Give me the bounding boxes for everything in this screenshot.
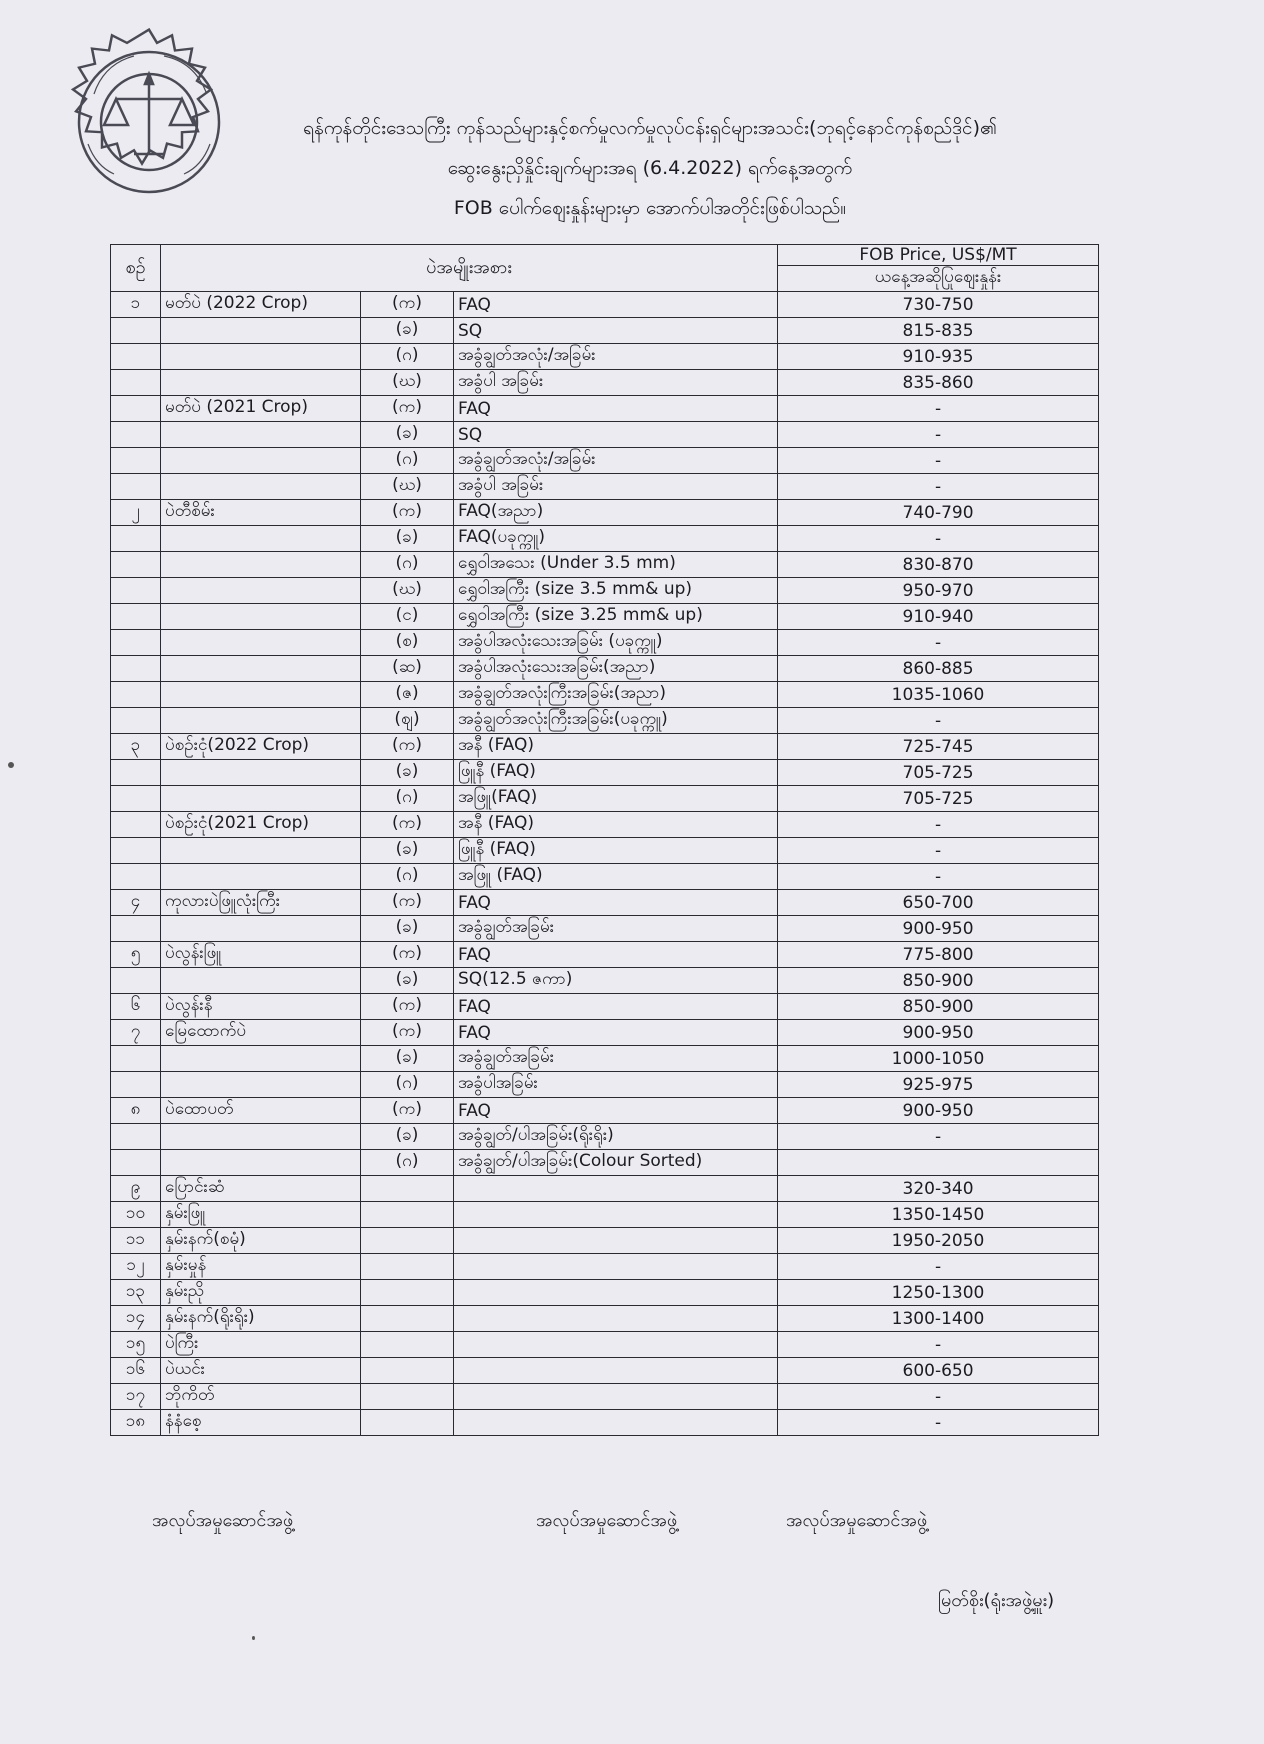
grade-name: ရွှေဝါအကြီး (size 3.25 mm& up)	[454, 604, 778, 630]
fob-price-value: -	[778, 630, 1099, 656]
fob-price-value: -	[778, 1332, 1099, 1358]
row-number	[111, 1046, 161, 1072]
table-row	[111, 318, 1099, 344]
row-number	[111, 968, 161, 994]
grade-name: ရွှေဝါအကြီး (size 3.5 mm& up)	[454, 578, 778, 604]
table-row	[111, 292, 1099, 318]
grade-code	[361, 1410, 454, 1436]
grade-name: FAQ	[454, 994, 778, 1020]
fob-price-value: 1000-1050	[778, 1046, 1099, 1072]
fob-price-value: -	[778, 526, 1099, 552]
commodity-name: ပဲတီစိမ်း	[161, 500, 361, 526]
grade-name	[454, 1332, 778, 1358]
fob-price-value: 900-950	[778, 1098, 1099, 1124]
commodity-name	[161, 656, 361, 682]
row-number: ၅	[111, 942, 161, 968]
signature-executive-1: အလုပ်အမှုဆောင်အဖွဲ့	[152, 1510, 294, 1531]
row-number	[111, 708, 161, 734]
commodity-name	[161, 1072, 361, 1098]
fob-price-value: -	[778, 708, 1099, 734]
table-row	[111, 474, 1099, 500]
grade-name: ဖြူနီ (FAQ)	[454, 838, 778, 864]
grade-name	[454, 1410, 778, 1436]
table-row	[111, 864, 1099, 890]
grade-code: (င)	[361, 604, 454, 630]
fob-price-value: -	[778, 1384, 1099, 1410]
table-row	[111, 1410, 1099, 1436]
header-line-fob: FOB ပေါက်ဈေးနှုန်းများမှာ အောက်ပါအတိုင်းဖြစ်ပါသည်။	[453, 197, 847, 219]
table-row	[111, 1020, 1099, 1046]
commodity-name: ပဲယင်း	[161, 1358, 361, 1384]
table-row	[111, 1384, 1099, 1410]
commodity-name	[161, 344, 361, 370]
fob-price-value: 900-950	[778, 916, 1099, 942]
grade-name: ဖြူနီ (FAQ)	[454, 760, 778, 786]
grade-code: (ဂ)	[361, 1150, 454, 1176]
fob-price-value: 740-790	[778, 500, 1099, 526]
row-number: ၁၅	[111, 1332, 161, 1358]
table-row	[111, 526, 1099, 552]
grade-name: အနီ (FAQ)	[454, 812, 778, 838]
fob-price-value: 1950-2050	[778, 1228, 1099, 1254]
table-row	[111, 942, 1099, 968]
commodity-name: ဘိုကိတ်	[161, 1384, 361, 1410]
table-row	[111, 656, 1099, 682]
row-number: ၁၆	[111, 1358, 161, 1384]
fob-price-value: -	[778, 812, 1099, 838]
table-row	[111, 1306, 1099, 1332]
commodity-name	[161, 370, 361, 396]
grade-name: အနီ (FAQ)	[454, 734, 778, 760]
grade-code: (ခ)	[361, 526, 454, 552]
commodity-name	[161, 604, 361, 630]
grade-code: (ဂ)	[361, 786, 454, 812]
fob-price-value: 910-940	[778, 604, 1099, 630]
table-row	[111, 968, 1099, 994]
grade-code: (ခ)	[361, 968, 454, 994]
row-number: ၆	[111, 994, 161, 1020]
row-number	[111, 916, 161, 942]
row-number	[111, 604, 161, 630]
commodity-name	[161, 838, 361, 864]
commodity-name: ပဲစဉ်းငုံ(2022 Crop)	[161, 734, 361, 760]
grade-code: (ခ)	[361, 838, 454, 864]
grade-code: (ခ)	[361, 916, 454, 942]
row-number: ၄	[111, 890, 161, 916]
table-row	[111, 1150, 1099, 1176]
fob-price-value: 600-650	[778, 1358, 1099, 1384]
fob-price-value: 830-870	[778, 552, 1099, 578]
header-line-date: ဆွေးနွေးညှိနှိုင်းချက်များအရ (6.4.2022) ရက်နေ့အတွက်	[447, 157, 853, 179]
fob-price-value: 650-700	[778, 890, 1099, 916]
fob-price-value: -	[778, 474, 1099, 500]
table-row	[111, 682, 1099, 708]
grade-code	[361, 1254, 454, 1280]
fob-price-value: 950-970	[778, 578, 1099, 604]
signature-executive-3: အလုပ်အမှုဆောင်အဖွဲ့	[786, 1510, 928, 1531]
commodity-name	[161, 422, 361, 448]
fob-price-value: 900-950	[778, 1020, 1099, 1046]
commodity-name	[161, 318, 361, 344]
grade-name: အခွံပါ အခြမ်း	[454, 370, 778, 396]
grade-name: အခွံပါအလုံးသေးအခြမ်း(အညာ)	[454, 656, 778, 682]
fob-price-value: 1035-1060	[778, 682, 1099, 708]
grade-name: အခွံချွတ်အခြမ်း	[454, 916, 778, 942]
commodity-name	[161, 916, 361, 942]
grade-code: (ခ)	[361, 318, 454, 344]
row-number: ၁၄	[111, 1306, 161, 1332]
fob-price-value: 1250-1300	[778, 1280, 1099, 1306]
grade-name	[454, 1358, 778, 1384]
grade-name: အဖြူ(FAQ)	[454, 786, 778, 812]
commodity-name: နှမ်းနက်(ရိုးရိုး)	[161, 1306, 361, 1332]
commodity-name: ပဲလွန်းနီ	[161, 994, 361, 1020]
grade-code	[361, 1280, 454, 1306]
grade-code: (ဃ)	[361, 370, 454, 396]
grade-name	[454, 1228, 778, 1254]
row-number: ၈	[111, 1098, 161, 1124]
row-number	[111, 318, 161, 344]
fob-price-value: 815-835	[778, 318, 1099, 344]
row-number	[111, 552, 161, 578]
fob-price-value: 705-725	[778, 786, 1099, 812]
grade-code: (ဂ)	[361, 552, 454, 578]
commodity-name: မြေထောက်ပဲ	[161, 1020, 361, 1046]
table-row	[111, 552, 1099, 578]
row-number	[111, 396, 161, 422]
commodity-name	[161, 448, 361, 474]
row-number	[111, 1124, 161, 1150]
commodity-name: နှမ်းမှုန်	[161, 1254, 361, 1280]
grade-code: (က)	[361, 994, 454, 1020]
grade-code: (ခ)	[361, 422, 454, 448]
fob-price-value: 1350-1450	[778, 1202, 1099, 1228]
grade-name: FAQ(ပခုက္ကူ)	[454, 526, 778, 552]
commodity-name	[161, 708, 361, 734]
grade-code: (က)	[361, 396, 454, 422]
fob-price-value: 775-800	[778, 942, 1099, 968]
price-rows	[111, 292, 1099, 1436]
commodity-name: မတ်ပဲ (2022 Crop)	[161, 292, 361, 318]
table-row	[111, 1254, 1099, 1280]
fob-price-value: 1300-1400	[778, 1306, 1099, 1332]
table-row	[111, 812, 1099, 838]
row-number	[111, 682, 161, 708]
fob-price-value	[778, 1150, 1099, 1176]
table-row	[111, 1358, 1099, 1384]
table-row	[111, 630, 1099, 656]
scan-speck	[252, 1636, 255, 1640]
grade-name: အဖြူ (FAQ)	[454, 864, 778, 890]
table-row	[111, 760, 1099, 786]
row-number	[111, 370, 161, 396]
table-row	[111, 994, 1099, 1020]
row-number: ၁၂	[111, 1254, 161, 1280]
fob-price-value: 925-975	[778, 1072, 1099, 1098]
commodity-name	[161, 968, 361, 994]
fob-price-value: 320-340	[778, 1176, 1099, 1202]
grade-name	[454, 1202, 778, 1228]
grade-code: (ခ)	[361, 1046, 454, 1072]
signature-office-head: မြတ်စိုး(ရုံးအဖွဲ့မှူး)	[938, 1590, 1055, 1611]
row-number	[111, 344, 161, 370]
grade-code: (ခ)	[361, 760, 454, 786]
table-row	[111, 734, 1099, 760]
grade-code: (ဃ)	[361, 578, 454, 604]
table-row	[111, 396, 1099, 422]
grade-code: (က)	[361, 500, 454, 526]
grade-name: FAQ	[454, 396, 778, 422]
commodity-name	[161, 1124, 361, 1150]
grade-code: (က)	[361, 942, 454, 968]
table-row	[111, 1332, 1099, 1358]
fob-price-value: 850-900	[778, 968, 1099, 994]
grade-code: (ဈ)	[361, 708, 454, 734]
column-header-proposed-price: ယနေ့အဆိုပြုဈေးနှုန်း	[778, 266, 1099, 292]
grade-code	[361, 1332, 454, 1358]
commodity-name: နှမ်းညို	[161, 1280, 361, 1306]
fob-price-value: 725-745	[778, 734, 1099, 760]
grade-code: (က)	[361, 812, 454, 838]
grade-name	[454, 1280, 778, 1306]
grade-name: FAQ	[454, 942, 778, 968]
fob-price-value: -	[778, 396, 1099, 422]
column-header-fob-price: FOB Price, US$/MT	[778, 245, 1099, 266]
table-row	[111, 578, 1099, 604]
table-row	[111, 344, 1099, 370]
table-row	[111, 916, 1099, 942]
commodity-name	[161, 630, 361, 656]
commodity-name	[161, 682, 361, 708]
commodity-name	[161, 864, 361, 890]
fob-price-value: -	[778, 448, 1099, 474]
grade-name	[454, 1306, 778, 1332]
table-row	[111, 500, 1099, 526]
grade-code	[361, 1358, 454, 1384]
row-number	[111, 760, 161, 786]
row-number	[111, 838, 161, 864]
grade-code: (က)	[361, 890, 454, 916]
grade-name: FAQ	[454, 292, 778, 318]
fob-price-value: 705-725	[778, 760, 1099, 786]
row-number	[111, 786, 161, 812]
grade-code	[361, 1384, 454, 1410]
row-number	[111, 1150, 161, 1176]
grade-name: FAQ(အညာ)	[454, 500, 778, 526]
commodity-name	[161, 786, 361, 812]
grade-name: အခွံချွတ်အလုံးကြီးအခြမ်း(ပခုက္ကူ)	[454, 708, 778, 734]
grade-name: ရွှေဝါအသေး (Under 3.5 mm)	[454, 552, 778, 578]
grade-code: (က)	[361, 734, 454, 760]
commodity-name: နှမ်းဖြူ	[161, 1202, 361, 1228]
commodity-name: ပဲကြီး	[161, 1332, 361, 1358]
commodity-name	[161, 578, 361, 604]
commodity-name: ပြောင်းဆံ	[161, 1176, 361, 1202]
grade-code: (ဂ)	[361, 1072, 454, 1098]
table-row	[111, 1176, 1099, 1202]
commodity-name	[161, 474, 361, 500]
fob-price-value: -	[778, 1410, 1099, 1436]
table-row	[111, 1098, 1099, 1124]
commodity-name	[161, 526, 361, 552]
grade-name: FAQ	[454, 890, 778, 916]
grade-name: SQ(12.5 ဇကာ)	[454, 968, 778, 994]
table-row	[111, 708, 1099, 734]
row-number	[111, 448, 161, 474]
grade-name: အခွံချွတ်/ပါအခြမ်း(Colour Sorted)	[454, 1150, 778, 1176]
commodity-name	[161, 760, 361, 786]
grade-name	[454, 1254, 778, 1280]
commodity-name: မတ်ပဲ (2021 Crop)	[161, 396, 361, 422]
grade-code: (စ)	[361, 630, 454, 656]
grade-code: (ဇ)	[361, 682, 454, 708]
signature-executive-2: အလုပ်အမှုဆောင်အဖွဲ့	[536, 1510, 678, 1531]
table-row	[111, 1202, 1099, 1228]
grade-name: အခွံပါအခြမ်း	[454, 1072, 778, 1098]
row-number	[111, 578, 161, 604]
table-row	[111, 890, 1099, 916]
fob-price-value: -	[778, 864, 1099, 890]
row-number: ၃	[111, 734, 161, 760]
row-number: ၁၃	[111, 1280, 161, 1306]
fob-price-value: -	[778, 1254, 1099, 1280]
scan-speck	[8, 762, 14, 768]
table-row	[111, 448, 1099, 474]
header-line-association: ရန်ကုန်တိုင်းဒေသကြီး ကုန်သည်များနှင့်စက်မှုလက်မှုလုပ်ငန်းရှင်များအသင်း(ဘုရင့်နောင်ကုန်စည်ဒိုင်)၏	[303, 117, 997, 139]
row-number: ၁၈	[111, 1410, 161, 1436]
row-number: ၁၁	[111, 1228, 161, 1254]
grade-code	[361, 1202, 454, 1228]
table-row	[111, 786, 1099, 812]
grade-code	[361, 1228, 454, 1254]
table-row	[111, 422, 1099, 448]
grade-code: (က)	[361, 1098, 454, 1124]
grade-code: (ခ)	[361, 1124, 454, 1150]
commodity-name: ပဲစဉ်းငုံ(2021 Crop)	[161, 812, 361, 838]
commodity-name	[161, 1046, 361, 1072]
grade-name: SQ	[454, 318, 778, 344]
grade-name: အခွံပါအလုံးသေးအခြမ်း (ပခုက္ကူ)	[454, 630, 778, 656]
grade-name: အခွံချွတ်အလုံး/အခြမ်း	[454, 344, 778, 370]
grade-code: (က)	[361, 292, 454, 318]
row-number: ၂	[111, 500, 161, 526]
row-number	[111, 474, 161, 500]
column-header-no: စဉ်	[111, 245, 161, 292]
fob-price-value: 850-900	[778, 994, 1099, 1020]
grade-code: (ဃ)	[361, 474, 454, 500]
commodity-name: နှမ်းနက်(စမုံ)	[161, 1228, 361, 1254]
fob-price-value: -	[778, 838, 1099, 864]
fob-price-value: 835-860	[778, 370, 1099, 396]
row-number: ၁၇	[111, 1384, 161, 1410]
fob-price-value: -	[778, 422, 1099, 448]
row-number	[111, 630, 161, 656]
row-number: ၉	[111, 1176, 161, 1202]
table-row	[111, 370, 1099, 396]
table-row	[111, 838, 1099, 864]
table-row	[111, 1228, 1099, 1254]
grade-code: (ဂ)	[361, 344, 454, 370]
fob-price-value: 730-750	[778, 292, 1099, 318]
fob-price-value: 910-935	[778, 344, 1099, 370]
grade-name	[454, 1176, 778, 1202]
column-header-type: ပဲအမျိုးအစား	[161, 245, 778, 292]
row-number: ၁	[111, 292, 161, 318]
grade-name: FAQ	[454, 1020, 778, 1046]
row-number	[111, 864, 161, 890]
grade-code: (ဆ)	[361, 656, 454, 682]
grade-code: (က)	[361, 1020, 454, 1046]
grade-name: အခွံချွတ်အလုံး/အခြမ်း	[454, 448, 778, 474]
grade-name	[454, 1384, 778, 1410]
grade-code: (ဂ)	[361, 864, 454, 890]
grade-name: အခွံချွတ်အလုံးကြီးအခြမ်း(အညာ)	[454, 682, 778, 708]
commodity-name	[161, 552, 361, 578]
row-number	[111, 422, 161, 448]
commodity-name	[161, 1150, 361, 1176]
table-row	[111, 1072, 1099, 1098]
table-row	[111, 604, 1099, 630]
commodity-name: ပဲလွန်းဖြူ	[161, 942, 361, 968]
table-row	[111, 1280, 1099, 1306]
grade-name: အခွံချွတ်အခြမ်း	[454, 1046, 778, 1072]
row-number	[111, 526, 161, 552]
grade-name: SQ	[454, 422, 778, 448]
grade-name: FAQ	[454, 1098, 778, 1124]
commodity-name: နံနံစေ့	[161, 1410, 361, 1436]
grade-code	[361, 1176, 454, 1202]
row-number: ၁၀	[111, 1202, 161, 1228]
commodity-name: ပဲထောပတ်	[161, 1098, 361, 1124]
table-row	[111, 1046, 1099, 1072]
grade-name: အခွံပါ အခြမ်း	[454, 474, 778, 500]
row-number	[111, 656, 161, 682]
fob-price-table	[110, 244, 1099, 1436]
grade-name: အခွံချွတ်/ပါအခြမ်း(ရိုးရိုး)	[454, 1124, 778, 1150]
fob-price-value: 860-885	[778, 656, 1099, 682]
table-row	[111, 1124, 1099, 1150]
grade-code	[361, 1306, 454, 1332]
row-number	[111, 812, 161, 838]
fob-price-value: -	[778, 1124, 1099, 1150]
row-number: ၇	[111, 1020, 161, 1046]
row-number	[111, 1072, 161, 1098]
commodity-name: ကုလားပဲဖြူလုံးကြီး	[161, 890, 361, 916]
grade-code: (ဂ)	[361, 448, 454, 474]
